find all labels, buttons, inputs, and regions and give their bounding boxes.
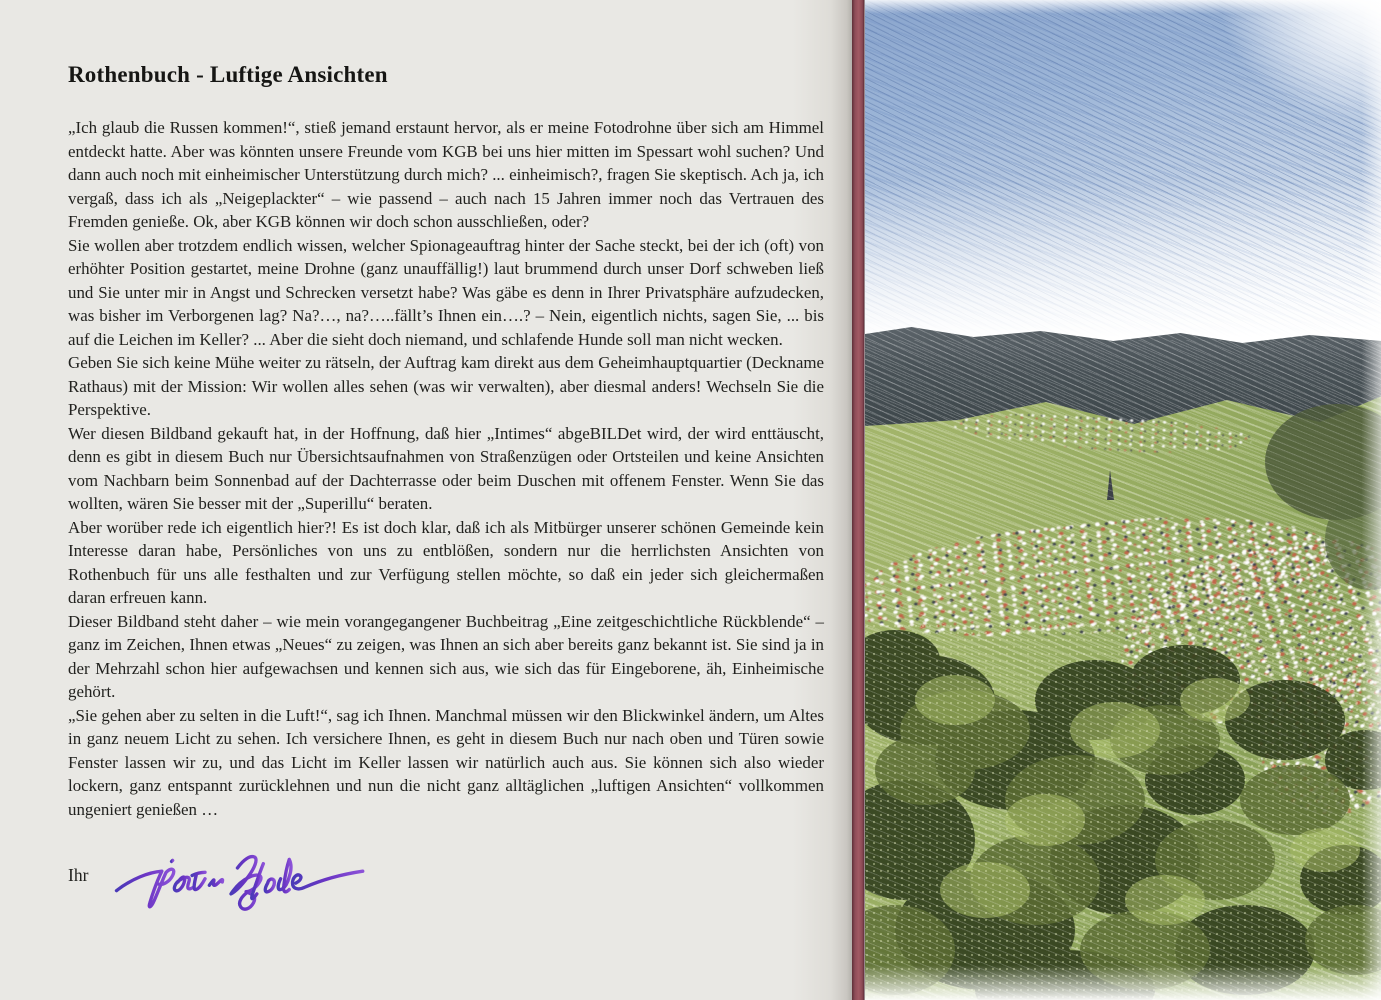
paragraph-1: „Ich glaub die Russen kommen!“, stieß jemand erstaunt hervor, als er meine Fotodrohne über sich am Himmel entdeckt hatte. Aber was könnten unsere Freunde vom KGB bei uns hier mitten im Spessart wohl suchen? Und dann auch noch mit einheimischer Unterstützung durch mich? ... einheimisch?, fragen Sie skeptisch. Ach ja, ich vergaß, dass ich als „Neigeplackter“ – wie passend – auch nach 15 Jahren immer noch das Vertrauen des Fremden genieße. Ok, aber KGB können wir doch schon ausschließen, oder? <box>68 118 824 231</box>
paragraph-3: Geben Sie sich keine Mühe weiter zu rätseln, der Auftrag kam direkt aus dem Geheimhauptquartier (Deckname Rathaus) mit der Mission: Wir wollen alles sehen (was wir verwalten), aber diesmal anders! Wechseln Sie die Perspektive. <box>68 353 824 419</box>
paragraph-4: Wer diesen Bildband gekauft hat, in der Hoffnung, daß hier „Intimes“ abgeBILDet wird, der wird enttäuscht, denn es gibt in diesem Buch nur Übersichtsaufnahmen von Straßenzügen oder Ortsteilen und keine Ansichten vom Nachbarn beim Sonnenbad auf der Dachterrasse oder beim Duschen mit offenem Fenster. Wenn Sie das wollten, wären Sie besser mit der „Superillu“ beraten. <box>68 423 824 513</box>
closing-word: Ihr <box>68 865 89 885</box>
body-text <box>68 116 824 821</box>
closing-block <box>68 837 824 927</box>
paragraph-2: Sie wollen aber trotzdem endlich wissen, welcher Spionageauftrag hinter der Sache steckt, bei der ich (oft) von erhöhter Position gestartet, meine Drohne (ganz unauffällig!) laut brummend durch unser Dorf schweben ließ und Sie unter mir in Angst und Schrecken versetzt habe? Was gäbe es denn in Ihrer Privatsphäre aufzudecken, was bisher im Verborgenen lag? Na?…, na?…..fällt’s Ihnen ein….? – Nein, eigentlich nichts, sagen Sie, ... bis auf die Leichen im Keller? ... Aber die sieht doch niemand, und schlafende Hunde soll man nicht wecken. <box>68 235 824 349</box>
aerial-photo <box>864 0 1381 1000</box>
paragraph-7: „Sie gehen aber zu selten in die Luft!“, sag ich Ihnen. Manchmal müssen wir den Blickwinkel ändern, um Altes in ganz neuem Licht zu sehen. Ich versichere Ihnen, es geht in diesem Buch nur nach oben und Türen sowie Fenster lassen wir zu, und das Licht im Keller lassen wir natürlich auch aus. Sie können sich also wieder lockern, ganz entspannt zurücklehnen und nun die nicht ganz alltäglichen „luftigen Ansichten“ vollkommen ungeniert genießen … <box>68 705 824 819</box>
book-spine-strip <box>852 0 864 1000</box>
foreground-trees <box>865 0 1381 1000</box>
paragraph-5: Aber worüber rede ich eigentlich hier?! Es ist doch klar, daß ich als Mitbürger unserer schönen Gemeinde kein Interesse daran habe, Persönliches von uns zu entblößen, sondern nur die herrlichsten Ansichten von Rothenbuch für uns alle festhalten und zur Verfügung stellen möchte, so daß ein jeder sich gleichermaßen daran erfreuen kann. <box>68 517 824 607</box>
page-title: Rothenbuch - Luftige Ansichten <box>68 62 388 87</box>
paragraph-6: Dieser Bildband steht daher – wie mein vorangegangener Buchbeitrag „Eine zeitgeschichtliche Rückblende“ – ganz im Zeichen, Ihnen etwas „Neues“ zu zeigen, was Ihnen an sich aber bereits ganz bekannt ist. Sie sind ja in der Mehrzahl schon hier aufgewachsen und kennen sich aus, wie sich das für Eingeborene, äh, Einheimische gehört. <box>68 611 824 701</box>
author-signature <box>110 837 380 927</box>
